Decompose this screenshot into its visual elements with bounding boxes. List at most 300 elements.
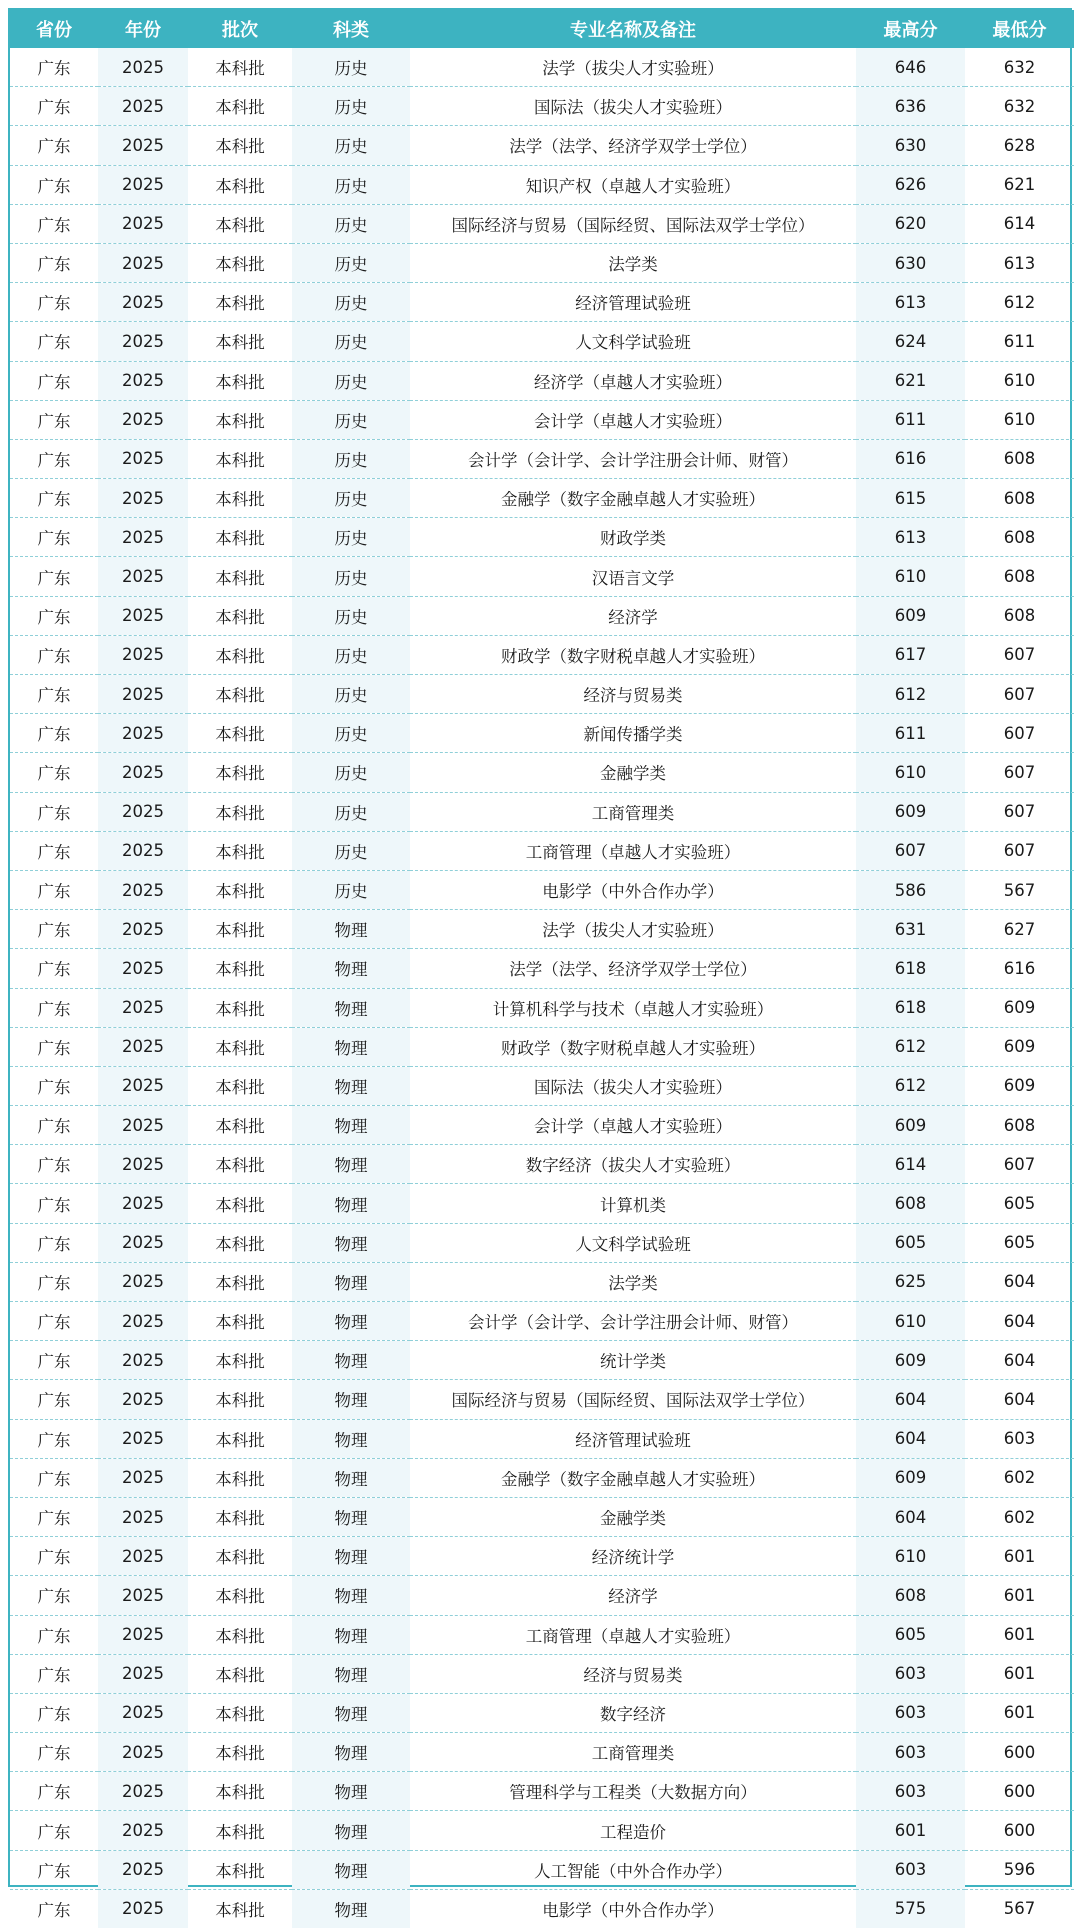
- cell-max-score: 616: [856, 439, 965, 478]
- cell-subject: 历史: [292, 675, 410, 714]
- table-row: [10, 635, 1074, 674]
- cell-province: 广东: [10, 1341, 98, 1380]
- cell-batch: 本科批: [188, 48, 292, 87]
- cell-subject: 历史: [292, 714, 410, 753]
- table-row: [10, 1615, 1074, 1654]
- cell-year: 2025: [98, 1106, 188, 1145]
- cell-batch: 本科批: [188, 1262, 292, 1301]
- cell-major: 经济管理试验班: [410, 1419, 856, 1458]
- cell-batch: 本科批: [188, 1654, 292, 1693]
- cell-min-score: 608: [965, 596, 1074, 635]
- cell-subject: 物理: [292, 1497, 410, 1536]
- cell-max-score: 575: [856, 1889, 965, 1928]
- table-row: [10, 1106, 1074, 1145]
- cell-major: 国际经济与贸易（国际经贸、国际法双学士学位）: [410, 204, 856, 243]
- cell-province: 广东: [10, 1654, 98, 1693]
- cell-major: 会计学（会计学、会计学注册会计师、财管）: [410, 439, 856, 478]
- cell-major: 人文科学试验班: [410, 322, 856, 361]
- cell-province: 广东: [10, 1811, 98, 1850]
- table-row: [10, 439, 1074, 478]
- cell-min-score: 608: [965, 479, 1074, 518]
- cell-min-score: 604: [965, 1341, 1074, 1380]
- cell-batch: 本科批: [188, 1693, 292, 1732]
- cell-min-score: 607: [965, 753, 1074, 792]
- cell-subject: 物理: [292, 1223, 410, 1262]
- cell-min-score: 608: [965, 439, 1074, 478]
- table-row: [10, 1772, 1074, 1811]
- table-row: [10, 283, 1074, 322]
- cell-max-score: 631: [856, 910, 965, 949]
- cell-year: 2025: [98, 361, 188, 400]
- cell-major: 工商管理类: [410, 1733, 856, 1772]
- cell-batch: 本科批: [215, 1900, 265, 1920]
- cell-major: 金融学（数字金融卓越人才实验班）: [410, 479, 856, 518]
- cell-province: 广东: [10, 518, 98, 557]
- cell-province: 广东: [10, 635, 98, 674]
- cell-batch: 本科批: [188, 1811, 292, 1850]
- cell-batch: 本科批: [188, 1027, 292, 1066]
- cell-province: 广东: [10, 1302, 98, 1341]
- cell-subject: 历史: [292, 792, 410, 831]
- cell-province: 广东: [10, 1576, 98, 1615]
- score-table-frame: [8, 8, 1072, 1920]
- cell-province: 广东: [10, 988, 98, 1027]
- header-province: 省份: [10, 10, 98, 48]
- cell-max-score: 609: [856, 1458, 965, 1497]
- cell-major: 法学（法学、经济学双学士学位）: [410, 126, 856, 165]
- cell-max-score: 610: [856, 1302, 965, 1341]
- cell-batch: 本科批: [188, 870, 292, 909]
- cell-batch: 本科批: [188, 753, 292, 792]
- cell-subject: 历史: [292, 518, 410, 557]
- cell-subject: 物理: [292, 1576, 410, 1615]
- cell-year: 2025: [98, 1262, 188, 1301]
- cell-year: 2025: [98, 165, 188, 204]
- cell-min-score: 601: [965, 1654, 1074, 1693]
- cell-min-score: 604: [965, 1380, 1074, 1419]
- cell-year: 2025: [98, 1850, 188, 1889]
- cell-year: 2025: [98, 1458, 188, 1497]
- cell-batch: 本科批: [188, 400, 292, 439]
- cell-batch: 本科批: [188, 479, 292, 518]
- cell-year: 2025: [98, 1654, 188, 1693]
- cell-max-score: 609: [856, 1341, 965, 1380]
- table-row: [10, 518, 1074, 557]
- cell-province: 广东: [10, 675, 98, 714]
- cell-min-score: 601: [965, 1615, 1074, 1654]
- cell-year: 2025: [98, 1145, 188, 1184]
- cell-max-score: 612: [856, 1066, 965, 1105]
- header-batch: 批次: [188, 10, 292, 48]
- table-row: [10, 479, 1074, 518]
- cell-major: 会计学（卓越人才实验班）: [410, 1106, 856, 1145]
- cell-province: 广东: [10, 1419, 98, 1458]
- cell-year: 2025: [98, 243, 188, 282]
- cell-major: 经济学: [410, 1576, 856, 1615]
- cell-year: 2025: [98, 1576, 188, 1615]
- cell-batch: 本科批: [188, 283, 292, 322]
- cell-max-score: 646: [856, 48, 965, 87]
- cell-year: 2025: [98, 204, 188, 243]
- cell-year: 2025: [98, 1380, 188, 1419]
- table-row: [10, 1811, 1074, 1850]
- cell-subject: 物理: [292, 1380, 410, 1419]
- cell-year: 2025: [98, 557, 188, 596]
- cell-province: 广东: [10, 596, 98, 635]
- cell-major: 财政学类: [410, 518, 856, 557]
- cell-max-score: 618: [856, 988, 965, 1027]
- cell-min-score: 604: [965, 1302, 1074, 1341]
- cell-min-score: 609: [965, 1027, 1074, 1066]
- cell-province: 广东: [10, 1850, 98, 1889]
- table-row: [10, 949, 1074, 988]
- cell-year: 2025: [98, 792, 188, 831]
- cell-province: 广东: [10, 1027, 98, 1066]
- cell-max-score: 618: [856, 949, 965, 988]
- cell-province: 广东: [10, 1458, 98, 1497]
- cell-province: 广东: [10, 1145, 98, 1184]
- cell-max-score: 621: [856, 361, 965, 400]
- cell-major: 电影学（中外合作办学）: [542, 1900, 724, 1920]
- cell-year: 2025: [98, 1615, 188, 1654]
- cell-province: 广东: [10, 831, 98, 870]
- table-row: [10, 870, 1074, 909]
- cell-province: 广东: [37, 1900, 71, 1920]
- table-row: [10, 243, 1074, 282]
- cell-subject: 物理: [292, 1106, 410, 1145]
- cell-subject: 历史: [292, 557, 410, 596]
- cell-subject: 物理: [292, 1184, 410, 1223]
- table-row: [10, 714, 1074, 753]
- cell-batch: 本科批: [188, 243, 292, 282]
- cell-max-score: 604: [856, 1497, 965, 1536]
- cell-batch: 本科批: [188, 1419, 292, 1458]
- cell-year: 2025: [98, 870, 188, 909]
- cell-batch: 本科批: [188, 1772, 292, 1811]
- table-row: [10, 87, 1074, 126]
- cell-max-score: 603: [856, 1772, 965, 1811]
- cell-batch: 本科批: [188, 635, 292, 674]
- cell-max-score: 612: [856, 675, 965, 714]
- cell-max-score: 604: [856, 1380, 965, 1419]
- cell-subject: 历史: [292, 479, 410, 518]
- cell-province: 广东: [10, 1223, 98, 1262]
- cell-major: 财政学（数字财税卓越人才实验班）: [410, 1027, 856, 1066]
- cell-year: 2025: [98, 518, 188, 557]
- cell-major: 经济学（卓越人才实验班）: [410, 361, 856, 400]
- cell-year: 2025: [98, 1733, 188, 1772]
- admission-score-table: [10, 10, 1074, 1928]
- cell-max-score: 614: [856, 1145, 965, 1184]
- cell-province: 广东: [10, 910, 98, 949]
- table-row: [10, 1419, 1074, 1458]
- table-row: [10, 1537, 1074, 1576]
- cell-max-score: 626: [856, 165, 965, 204]
- cell-subject: 历史: [292, 48, 410, 87]
- cell-province: 广东: [10, 479, 98, 518]
- cell-batch: 本科批: [188, 831, 292, 870]
- cell-province: 广东: [10, 1262, 98, 1301]
- table-row: [10, 1262, 1074, 1301]
- cell-batch: 本科批: [188, 1106, 292, 1145]
- cell-province: 广东: [10, 243, 98, 282]
- cell-min-score: 567: [965, 870, 1074, 909]
- cell-year: 2025: [98, 1497, 188, 1536]
- cell-year: 2025: [98, 1419, 188, 1458]
- cell-max-score: 615: [856, 479, 965, 518]
- cell-batch: 本科批: [188, 1302, 292, 1341]
- cell-min-score: 609: [965, 1066, 1074, 1105]
- table-row: [10, 988, 1074, 1027]
- cell-batch: 本科批: [188, 1145, 292, 1184]
- cell-major: 工商管理（卓越人才实验班）: [410, 831, 856, 870]
- cell-year: 2025: [98, 675, 188, 714]
- cell-year: 2025: [98, 1537, 188, 1576]
- cell-subject: 物理: [292, 1693, 410, 1732]
- cell-min-score: 607: [965, 1145, 1074, 1184]
- cell-min-score: 601: [965, 1693, 1074, 1732]
- cell-year: 2025: [98, 439, 188, 478]
- cell-min-score: 605: [965, 1223, 1074, 1262]
- cell-major: 人工智能（中外合作办学）: [410, 1850, 856, 1889]
- cell-subject: 物理: [292, 1027, 410, 1066]
- cell-year: 2025: [98, 753, 188, 792]
- cell-batch: 本科批: [188, 910, 292, 949]
- cell-subject: 物理: [292, 1419, 410, 1458]
- cell-max-score: 612: [856, 1027, 965, 1066]
- cell-max-score: 601: [856, 1811, 965, 1850]
- cell-min-score: 608: [965, 518, 1074, 557]
- table-row: [10, 557, 1074, 596]
- cell-year: 2025: [98, 949, 188, 988]
- cell-min-score: 601: [965, 1576, 1074, 1615]
- cell-min-score: 610: [965, 361, 1074, 400]
- cell-subject: 物理: [292, 1850, 410, 1889]
- cell-subject: 物理: [292, 1066, 410, 1105]
- table-row: [10, 1850, 1074, 1889]
- cell-year: 2025: [98, 87, 188, 126]
- table-row: [10, 1027, 1074, 1066]
- cell-major: 财政学（数字财税卓越人才实验班）: [410, 635, 856, 674]
- header-year: 年份: [98, 10, 188, 48]
- cell-max-score: 611: [856, 400, 965, 439]
- cell-subject: 历史: [292, 870, 410, 909]
- cell-year: 2025: [98, 1772, 188, 1811]
- cell-subject: 历史: [292, 635, 410, 674]
- cell-province: 广东: [10, 949, 98, 988]
- table-row: [10, 1066, 1074, 1105]
- cell-subject: 物理: [292, 1654, 410, 1693]
- cell-min-score: 600: [965, 1811, 1074, 1850]
- cell-batch: 本科批: [188, 126, 292, 165]
- header-max-score: 最高分: [856, 10, 965, 48]
- cell-subject: 历史: [292, 204, 410, 243]
- cell-subject: 历史: [292, 165, 410, 204]
- cell-major: 经济与贸易类: [410, 675, 856, 714]
- cell-province: 广东: [10, 1106, 98, 1145]
- cell-subject: 历史: [292, 87, 410, 126]
- cell-province: 广东: [10, 1615, 98, 1654]
- cell-subject: 物理: [292, 1458, 410, 1497]
- cell-province: 广东: [10, 1380, 98, 1419]
- cell-min-score: 607: [965, 635, 1074, 674]
- cell-province: 广东: [10, 283, 98, 322]
- cell-year: 2025: [98, 1693, 188, 1732]
- cell-year: 2025: [98, 988, 188, 1027]
- header-major: 专业名称及备注: [410, 10, 856, 48]
- cell-year: 2025: [98, 1066, 188, 1105]
- cell-subject: 历史: [292, 831, 410, 870]
- table-row: [10, 1889, 1074, 1928]
- cell-province: 广东: [10, 1772, 98, 1811]
- cell-max-score: 620: [856, 204, 965, 243]
- cell-major: 法学（拔尖人才实验班）: [410, 910, 856, 949]
- cell-subject: 物理: [292, 1615, 410, 1654]
- cell-min-score: 614: [965, 204, 1074, 243]
- cell-subject: 历史: [292, 361, 410, 400]
- cell-max-score: 607: [856, 831, 965, 870]
- cell-min-score: 605: [965, 1184, 1074, 1223]
- cell-max-score: 610: [856, 753, 965, 792]
- table-row: [10, 910, 1074, 949]
- cell-subject: 物理: [292, 1145, 410, 1184]
- cell-year: 2025: [98, 1811, 188, 1850]
- cell-max-score: 609: [856, 596, 965, 635]
- cell-year: 2025: [98, 479, 188, 518]
- cell-province: 广东: [10, 400, 98, 439]
- cell-batch: 本科批: [188, 1184, 292, 1223]
- cell-max-score: 617: [856, 635, 965, 674]
- table-row: [10, 1654, 1074, 1693]
- cell-province: 广东: [10, 1537, 98, 1576]
- cell-batch: 本科批: [188, 675, 292, 714]
- cell-subject: 物理: [292, 949, 410, 988]
- table-row: [10, 204, 1074, 243]
- cell-max-score: 613: [856, 518, 965, 557]
- cell-major: 汉语言文学: [410, 557, 856, 596]
- cell-province: 广东: [10, 1497, 98, 1536]
- cell-major: 数字经济（拔尖人才实验班）: [410, 1145, 856, 1184]
- cell-subject: 历史: [292, 126, 410, 165]
- cell-year: 2025: [98, 910, 188, 949]
- cell-province: 广东: [10, 204, 98, 243]
- cell-year: 2025: [98, 714, 188, 753]
- cell-province: 广东: [10, 557, 98, 596]
- cell-province: 广东: [10, 165, 98, 204]
- cell-max-score: 625: [856, 1262, 965, 1301]
- cell-min-score: 628: [965, 126, 1074, 165]
- cell-batch: 本科批: [188, 792, 292, 831]
- cell-major: 会计学（会计学、会计学注册会计师、财管）: [410, 1302, 856, 1341]
- table-row: [10, 1341, 1074, 1380]
- cell-min-score: 609: [965, 988, 1074, 1027]
- cell-year: 2025: [98, 48, 188, 87]
- cell-batch: 本科批: [188, 1458, 292, 1497]
- cell-year: 2025: [98, 283, 188, 322]
- cell-min-score: 616: [965, 949, 1074, 988]
- cell-major: 国际法（拔尖人才实验班）: [410, 87, 856, 126]
- cell-subject: 物理: [292, 1772, 410, 1811]
- cell-major: 工商管理（卓越人才实验班）: [410, 1615, 856, 1654]
- table-row: [10, 1693, 1074, 1732]
- cell-min-score: 607: [965, 792, 1074, 831]
- cell-min-score: 613: [965, 243, 1074, 282]
- cell-year: 2025: [98, 1889, 188, 1928]
- cell-batch: 本科批: [188, 596, 292, 635]
- cell-subject: 物理: [292, 1733, 410, 1772]
- cell-batch: 本科批: [188, 322, 292, 361]
- header-min-score: 最低分: [965, 10, 1074, 48]
- cell-subject: 物理: [292, 1341, 410, 1380]
- table-row: [10, 361, 1074, 400]
- cell-major: 国际经济与贸易（国际经贸、国际法双学士学位）: [410, 1380, 856, 1419]
- cell-province: 广东: [10, 439, 98, 478]
- table-row: [10, 322, 1074, 361]
- cell-batch: 本科批: [188, 361, 292, 400]
- cell-major: 法学（拔尖人才实验班）: [410, 48, 856, 87]
- cell-batch: 本科批: [188, 988, 292, 1027]
- cell-max-score: 603: [856, 1654, 965, 1693]
- cell-major: 金融学类: [410, 1497, 856, 1536]
- cell-major: 工商管理类: [410, 792, 856, 831]
- cell-major: 金融学（数字金融卓越人才实验班）: [410, 1458, 856, 1497]
- cell-min-score: 607: [965, 675, 1074, 714]
- cell-min-score: 621: [965, 165, 1074, 204]
- cell-batch: 本科批: [188, 714, 292, 753]
- cell-min-score: 603: [965, 1419, 1074, 1458]
- cell-batch: 本科批: [188, 439, 292, 478]
- cell-min-score: 607: [965, 714, 1074, 753]
- cell-min-score: 600: [965, 1772, 1074, 1811]
- cell-year: 2025: [98, 1184, 188, 1223]
- cell-batch: 本科批: [188, 1066, 292, 1105]
- cell-subject: 历史: [292, 283, 410, 322]
- cell-batch: 本科批: [188, 1850, 292, 1889]
- cell-major: 经济与贸易类: [410, 1654, 856, 1693]
- cell-min-score: 604: [965, 1262, 1074, 1301]
- cell-year: 2025: [98, 1302, 188, 1341]
- cell-max-score: 624: [856, 322, 965, 361]
- cell-major: 电影学（中外合作办学）: [410, 870, 856, 909]
- cell-subject: 历史: [292, 322, 410, 361]
- cell-major: 法学（法学、经济学双学士学位）: [410, 949, 856, 988]
- cell-max-score: 610: [856, 557, 965, 596]
- cell-subject: 历史: [292, 439, 410, 478]
- cell-subject: 物理: [292, 1262, 410, 1301]
- table-row: [10, 126, 1074, 165]
- cell-min-score: 607: [965, 831, 1074, 870]
- cell-batch: 本科批: [188, 1615, 292, 1654]
- header-row: [10, 10, 1074, 48]
- table-row: [10, 1223, 1074, 1262]
- cell-major: 工程造价: [410, 1811, 856, 1850]
- cell-min-score: 612: [965, 283, 1074, 322]
- cell-province: 广东: [10, 322, 98, 361]
- cell-major: 人文科学试验班: [410, 1223, 856, 1262]
- cell-year: 2025: [98, 635, 188, 674]
- cell-province: 广东: [10, 753, 98, 792]
- table-row: [10, 1497, 1074, 1536]
- cell-min-score: 567: [1003, 1899, 1036, 1919]
- cell-batch: 本科批: [188, 518, 292, 557]
- cell-batch: 本科批: [188, 557, 292, 596]
- cell-batch: 本科批: [188, 1223, 292, 1262]
- cell-province: 广东: [10, 1066, 98, 1105]
- cell-province: 广东: [10, 792, 98, 831]
- cell-subject: 历史: [292, 243, 410, 282]
- cell-batch: 本科批: [188, 1733, 292, 1772]
- cell-subject: 物理: [292, 1537, 410, 1576]
